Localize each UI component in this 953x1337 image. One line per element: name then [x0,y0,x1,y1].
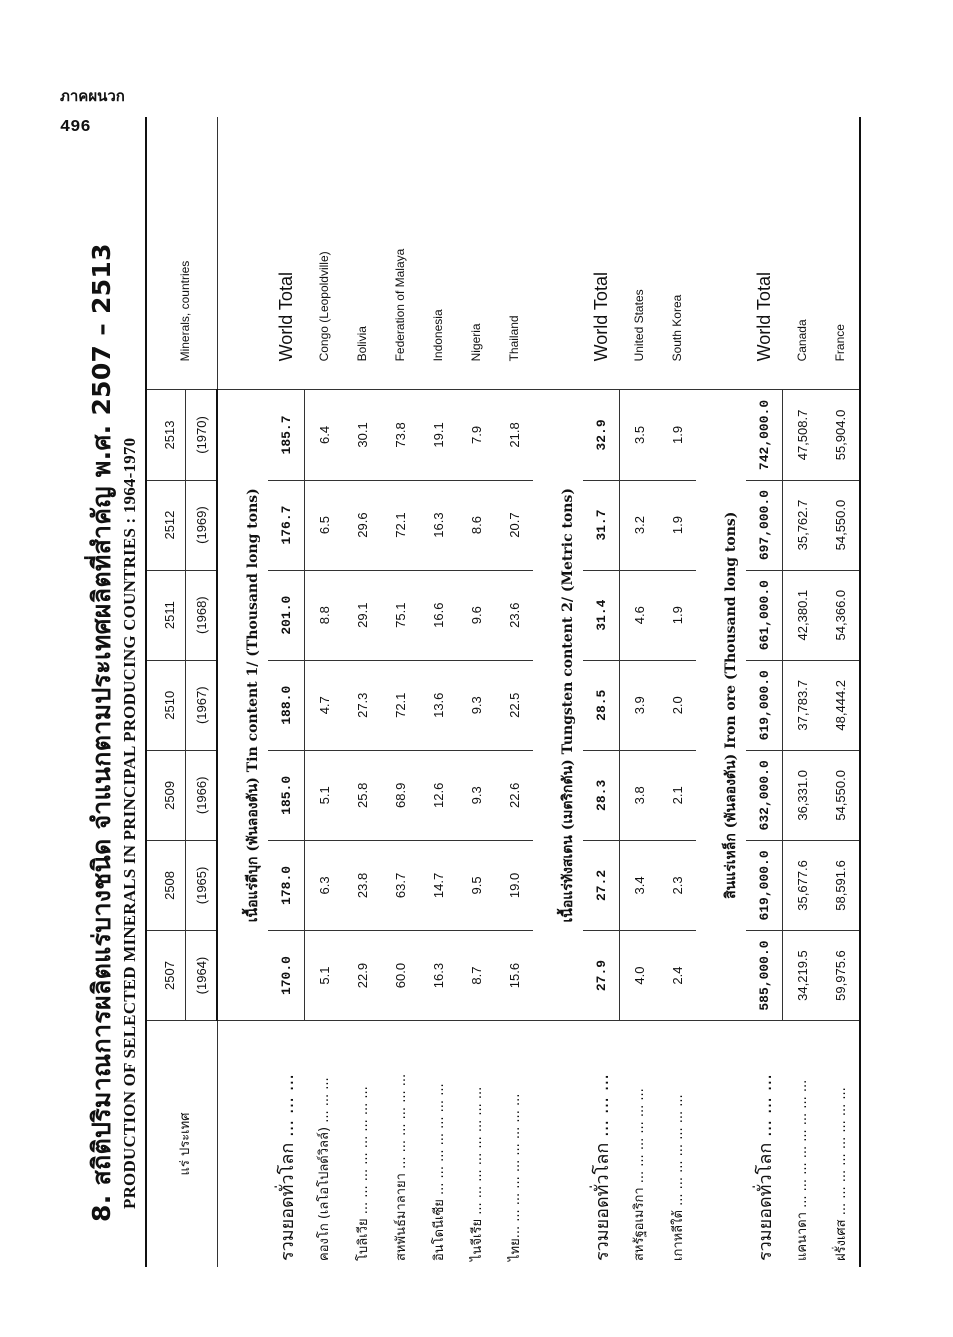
section-label: เนื้อแร่ทังสเตน (เมตริกตัน) Tungsten content 2/ (Metric tons) [560,488,576,923]
value-cell: 5.1 [305,930,344,1020]
world-total-row [268,117,305,1267]
header-year-ce: (1967) [186,660,218,750]
value-cell: 31.7 [583,480,620,570]
value-cell: 29.6 [343,480,381,570]
value-cell: 1.9 [658,480,696,570]
value-cell: 29.1 [343,570,381,660]
country-english: Nigeria [457,117,495,390]
value-cell: 54,550.0 [821,750,860,840]
value-cell: 72.1 [381,480,419,570]
section-label: สินแร่เหล็ก (พันลองตัน) Iron ore (Thousand long tons) [723,511,739,899]
value-cell: 661,000.0 [746,570,783,660]
value-cell: 14.7 [419,840,457,930]
value-cell: 632,000.0 [746,750,783,840]
value-cell: 23.8 [343,840,381,930]
header-year: 2507 [146,930,186,1020]
header-year: 2512 [146,480,186,570]
section-header-row [533,117,583,1267]
country-english: Bolivia [343,117,381,390]
section-spacer [533,117,583,390]
value-cell: 35,762.7 [783,480,822,570]
value-cell: 3.8 [620,750,659,840]
page-section-label: ภาคผนวก [60,87,125,105]
header-year-ce: (1970) [186,390,218,480]
value-cell: 22.5 [495,660,533,750]
header-year: 2513 [146,390,186,480]
value-cell: 27.9 [583,930,620,1020]
header-country-english: Minerals, countries [146,117,217,390]
value-cell: 22.9 [343,930,381,1020]
value-cell: 619,000.0 [746,660,783,750]
value-cell: 7.9 [457,390,495,480]
table-row [457,117,495,1267]
value-cell: 176.7 [268,480,305,570]
value-cell: 19.0 [495,840,533,930]
section-spacer [533,1021,583,1267]
value-cell: 2.1 [658,750,696,840]
value-cell: 42,380.1 [783,570,822,660]
value-cell: 170.0 [268,930,305,1020]
country-thai: โบลิเวีย ... ... ... ... ... ... ... ... [343,1021,381,1267]
table-body [217,117,860,1267]
value-cell: 54,550.0 [821,480,860,570]
value-cell: 3.9 [620,660,659,750]
value-cell: 75.1 [381,570,419,660]
value-cell: 1.9 [658,570,696,660]
country-thai: คองโก (เลโอโปลด์วิลล์) ... ... ... [305,1021,344,1267]
table-row [821,117,860,1267]
header-year-ce: (1964) [186,930,218,1020]
header-year-ce: (1965) [186,840,218,930]
value-cell: 5.1 [305,750,344,840]
value-cell: 201.0 [268,570,305,660]
value-cell: 2.3 [658,840,696,930]
table-row [658,117,696,1267]
value-cell: 27.2 [583,840,620,930]
value-cell: 15.6 [495,930,533,1020]
value-cell: 2.0 [658,660,696,750]
table-row [381,117,419,1267]
value-cell: 2.4 [658,930,696,1020]
country-english: World Total [583,117,620,390]
value-cell: 21.8 [495,390,533,480]
header-year: 2508 [146,840,186,930]
table-title-thai: 8. สถิติปริมาณการผลิตแร่บางชนิด จำแนกตามประเทศผลิตที่สำคัญ พ.ศ. 2507 – 2513 [87,243,116,1222]
value-cell: 63.7 [381,840,419,930]
value-cell: 25.8 [343,750,381,840]
table-title-english: PRODUCTION OF SELECTED MINERALS IN PRINCIPAL PRODUCING COUNTRIES : 1964-1970 [120,437,139,1209]
country-english: World Total [746,117,783,390]
value-cell: 185.7 [268,390,305,480]
value-cell: 16.3 [419,480,457,570]
value-cell: 30.1 [343,390,381,480]
production-table [145,117,861,1267]
header-year-ce: (1968) [186,570,218,660]
country-english: Indonesia [419,117,457,390]
value-cell: 188.0 [268,660,305,750]
value-cell: 32.9 [583,390,620,480]
value-cell: 4.6 [620,570,659,660]
section-spacer [217,1021,268,1267]
country-thai: อินโดนีเซีย ... ... ... ... ... ... ... [419,1021,457,1267]
section-spacer [217,117,268,390]
value-cell: 19.1 [419,390,457,480]
table-row [620,117,659,1267]
country-english: World Total [268,117,305,390]
value-cell: 8.8 [305,570,344,660]
value-cell: 1.9 [658,390,696,480]
header-year: 2511 [146,570,186,660]
value-cell: 619,000.0 [746,840,783,930]
value-cell: 47,508.7 [783,390,822,480]
country-english: Federation of Malaya [381,117,419,390]
value-cell: 54,366.0 [821,570,860,660]
section-header-row [217,117,268,1267]
value-cell: 59,975.6 [821,930,860,1020]
value-cell: 37,783.7 [783,660,822,750]
value-cell: 16.6 [419,570,457,660]
value-cell: 48,444.2 [821,660,860,750]
value-cell: 27.3 [343,660,381,750]
value-cell: 585,000.0 [746,930,783,1020]
value-cell: 9.5 [457,840,495,930]
value-cell: 22.6 [495,750,533,840]
value-cell: 55,904.0 [821,390,860,480]
value-cell: 6.3 [305,840,344,930]
header-row-be [146,117,186,1267]
header-year: 2509 [146,750,186,840]
world-total-row [583,117,620,1267]
value-cell: 697,000.0 [746,480,783,570]
country-thai: รวมยอดทั่วโลก ... ... ... [746,1021,783,1267]
country-thai: สหรัฐอเมริกา ... ... ... ... ... ... [620,1021,659,1267]
value-cell: 12.6 [419,750,457,840]
value-cell: 31.4 [583,570,620,660]
country-english: South Korea [658,117,696,390]
value-cell: 23.6 [495,570,533,660]
value-cell: 9.3 [457,660,495,750]
value-cell: 8.7 [457,930,495,1020]
value-cell: 6.5 [305,480,344,570]
value-cell: 4.7 [305,660,344,750]
value-cell: 73.8 [381,390,419,480]
value-cell: 742,000.0 [746,390,783,480]
section-label: เนื้อแร่ดีบุก (พันลองตัน) Tin content 1/ (Thousand long tons) [245,488,261,923]
country-english: Canada [783,117,822,390]
value-cell: 9.6 [457,570,495,660]
value-cell: 60.0 [381,930,419,1020]
table-row [305,117,344,1267]
value-cell: 16.3 [419,930,457,1020]
country-thai: แคนาดา ... ... ... ... ... ... ... ... [783,1021,822,1267]
country-thai: เกาหลีใต้ ... ... ... ... ... ... ... [658,1021,696,1267]
value-cell: 178.0 [268,840,305,930]
value-cell: 6.4 [305,390,344,480]
table-row [495,117,533,1267]
header-year-ce: (1969) [186,480,218,570]
country-english: United States [620,117,659,390]
section-header-row [696,117,746,1267]
table-row [343,117,381,1267]
value-cell: 13.6 [419,660,457,750]
value-cell: 34,219.5 [783,930,822,1020]
value-cell: 35,677.6 [783,840,822,930]
value-cell: 28.5 [583,660,620,750]
table-row [419,117,457,1267]
value-cell: 72.1 [381,660,419,750]
country-english: Thailand [495,117,533,390]
country-thai: สหพันธ์มาลายา ... ... ... ... ... ... [381,1021,419,1267]
header-year: 2510 [146,660,186,750]
value-cell: 3.2 [620,480,659,570]
table-row [783,117,822,1267]
value-cell: 4.0 [620,930,659,1020]
world-total-row [746,117,783,1267]
country-english: France [821,117,860,390]
value-cell: 3.5 [620,390,659,480]
value-cell: 20.7 [495,480,533,570]
value-cell: 68.9 [381,750,419,840]
value-cell: 28.3 [583,750,620,840]
value-cell: 8.6 [457,480,495,570]
value-cell: 3.4 [620,840,659,930]
country-thai: ไทย... ... ... ... ... ... ... ... ... [495,1021,533,1267]
header-year-ce: (1966) [186,750,218,840]
country-thai: รวมยอดทั่วโลก ... ... ... [268,1021,305,1267]
section-spacer [696,1021,746,1267]
country-thai: ฝรั่งเศส ... ... ... ... ... ... ... ... [821,1021,860,1267]
value-cell: 9.3 [457,750,495,840]
value-cell: 58,591.6 [821,840,860,930]
section-spacer [696,117,746,390]
value-cell: 36,331.0 [783,750,822,840]
country-english: Congo (Leopoldville) [305,117,344,390]
country-thai: รวมยอดทั่วโลก ... ... ... [583,1021,620,1267]
page-number: 496 [60,118,91,137]
country-thai: ไนจีเรีย ... ... ... ... ... ... ... ... [457,1021,495,1267]
value-cell: 185.0 [268,750,305,840]
header-country-thai: แร่ ประเทศ [146,1021,217,1267]
